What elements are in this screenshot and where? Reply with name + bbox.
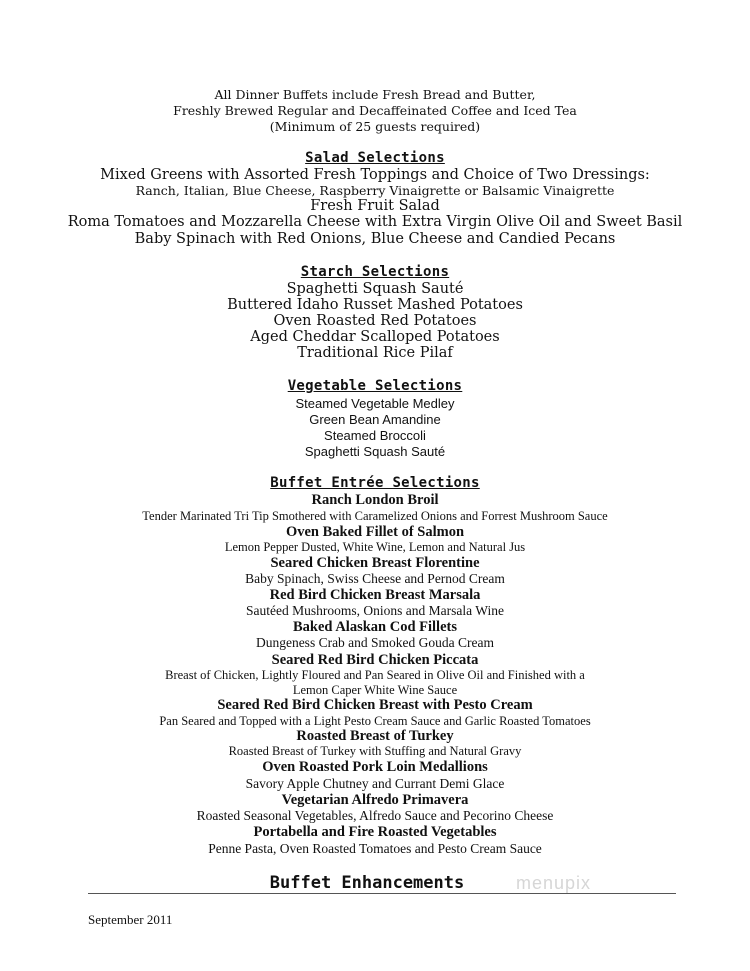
intro-line: Freshly Brewed Regular and Decaffeinated Coffee and Iced Tea [173, 103, 577, 118]
footer-date: September 2011 [88, 912, 173, 927]
entree-name: Vegetarian Alfredo Primavera [281, 792, 469, 808]
entree-description: Lemon Pepper Dusted, White Wine, Lemon and Natural Jus [224, 540, 526, 554]
entree-description: Pan Seared and Topped with a Light Pesto Cream Sauce and Garlic Roasted Tomatoes [159, 714, 591, 728]
enhancements-heading: Buffet Enhancements [269, 873, 465, 893]
divider [88, 893, 676, 894]
entree-description: Roasted Breast of Turkey with Stuffing and Natural Gravy [228, 744, 522, 758]
entree-name: Oven Roasted Pork Loin Medallions [262, 759, 488, 775]
entree-description: Roasted Seasonal Vegetables, Alfredo Sauce and Pecorino Cheese [196, 808, 554, 823]
salad-item: Ranch, Italian, Blue Cheese, Raspberry Vinaigrette or Balsamic Vinaigrette [135, 183, 615, 198]
intro-line: All Dinner Buffets include Fresh Bread and Butter, [214, 87, 536, 102]
vegetable-item: Green Bean Amandine [309, 412, 441, 427]
salad-item: Roma Tomatoes and Mozzarella Cheese with Extra Virgin Olive Oil and Sweet Basil [67, 214, 683, 230]
starch-item: Buttered Idaho Russet Mashed Potatoes [227, 297, 523, 313]
starch-item: Spaghetti Squash Sauté [286, 281, 464, 297]
salad-item: Baby Spinach with Red Onions, Blue Cheese and Candied Pecans [134, 231, 616, 247]
entree-name: Ranch London Broil [311, 492, 439, 508]
entree-description: Breast of Chicken, Lightly Floured and Pan Seared in Olive Oil and Finished with a [165, 668, 585, 682]
salad-item: Fresh Fruit Salad [310, 198, 440, 214]
entree-description: Sautéed Mushrooms, Onions and Marsala Wine [246, 603, 504, 618]
watermark: menupix [516, 873, 592, 893]
entree-description: Savory Apple Chutney and Currant Demi Glace [245, 776, 505, 791]
entree-description: Lemon Caper White Wine Sauce [292, 683, 458, 697]
salad-heading: Salad Selections [305, 150, 445, 166]
starch-item: Aged Cheddar Scalloped Potatoes [250, 329, 500, 345]
entree-description: Dungeness Crab and Smoked Gouda Cream [255, 635, 495, 650]
entree-name: Seared Red Bird Chicken Piccata [271, 652, 479, 668]
entree-description: Penne Pasta, Oven Roasted Tomatoes and Pesto Cream Sauce [208, 841, 542, 856]
entree-name: Seared Chicken Breast Florentine [270, 555, 480, 571]
entree-name: Red Bird Chicken Breast Marsala [269, 587, 481, 603]
starch-item: Traditional Rice Pilaf [297, 345, 453, 361]
starch-item: Oven Roasted Red Potatoes [273, 313, 477, 329]
entree-heading: Buffet Entrée Selections [270, 475, 480, 491]
entree-name: Baked Alaskan Cod Fillets [293, 619, 457, 635]
vegetable-item: Steamed Broccoli [324, 428, 426, 443]
entree-description: Baby Spinach, Swiss Cheese and Pernod Cream [245, 571, 505, 586]
salad-item: Mixed Greens with Assorted Fresh Toppings and Choice of Two Dressings: [100, 167, 650, 183]
intro-line: (Minimum of 25 guests required) [269, 119, 481, 134]
entree-name: Roasted Breast of Turkey [296, 728, 454, 744]
entree-name: Portabella and Fire Roasted Vegetables [253, 824, 497, 840]
entree-name: Oven Baked Fillet of Salmon [285, 524, 465, 540]
starch-heading: Starch Selections [300, 264, 450, 280]
entree-name: Seared Red Bird Chicken Breast with Pesto Cream [217, 697, 533, 713]
entree-description: Tender Marinated Tri Tip Smothered with Caramelized Onions and Forrest Mushroom Sauce [142, 509, 608, 523]
vegetable-heading: Vegetable Selections [287, 378, 463, 394]
vegetable-item: Spaghetti Squash Sauté [304, 444, 446, 459]
vegetable-item: Steamed Vegetable Medley [295, 396, 455, 411]
